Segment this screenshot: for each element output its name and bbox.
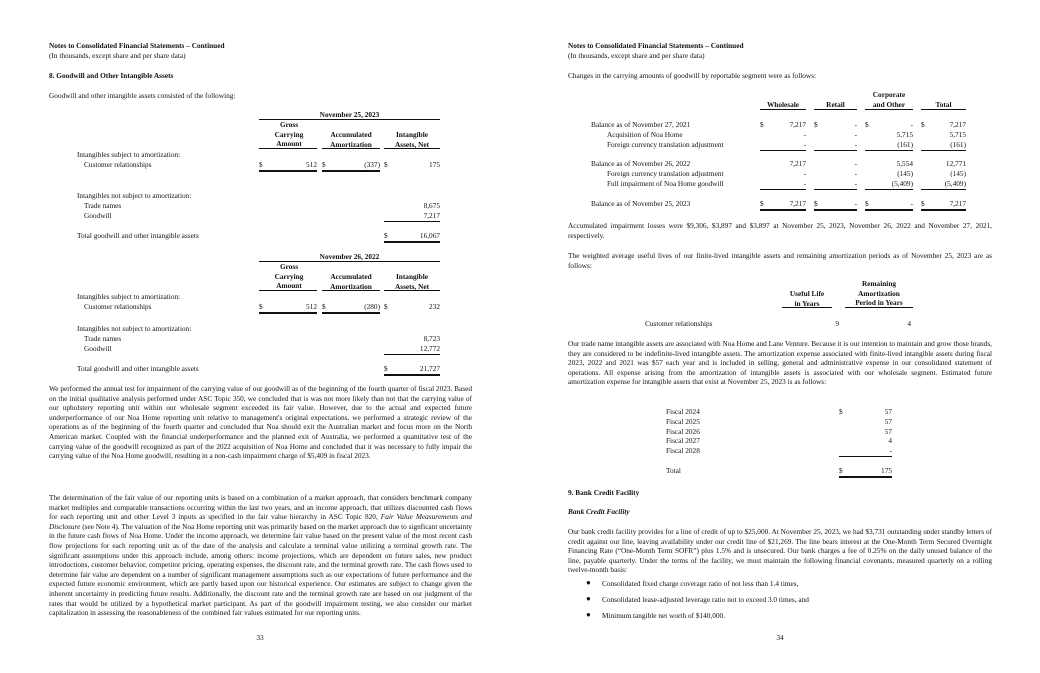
- row-label: Intangibles not subject to amortization:: [77, 324, 192, 333]
- row-label: Trade names: [84, 334, 122, 343]
- cell-value: -: [803, 169, 806, 178]
- table-date: November 25, 2023: [319, 110, 380, 119]
- cell-value: (161): [921, 140, 966, 151]
- section-title: 8. Goodwill and Other Intangible Assets: [49, 71, 174, 80]
- dollar-sign: $: [384, 160, 388, 169]
- cell-value: -: [760, 179, 806, 190]
- total-label: Total: [666, 466, 681, 475]
- row-label: Intangibles not subject to amortization:: [77, 191, 192, 200]
- col-corporate: Corporate and Other: [872, 90, 906, 109]
- left-header-title: Notes to Consolidated Financial Statements – Continued: [49, 41, 225, 50]
- divider: [322, 148, 380, 149]
- col-retail: Retail: [826, 100, 845, 109]
- cell-value: 57: [884, 426, 892, 436]
- col-net-header: Intangible Assets, Net: [394, 130, 430, 149]
- cell-value: 7,217: [921, 199, 966, 211]
- right-header-sub: (In thousands, except share and per share data): [568, 51, 705, 60]
- page-right: [520, 0, 1040, 673]
- page-number: 34: [776, 633, 784, 642]
- cell-value: 7,217: [760, 199, 806, 211]
- cell-value: -: [854, 159, 857, 168]
- cell-value: (280): [322, 302, 380, 314]
- dollar-sign: $: [384, 302, 388, 311]
- dollar-sign: $: [259, 160, 263, 169]
- col-gross-header: Gross Carrying Amount: [274, 262, 304, 291]
- cell-value: (337): [322, 160, 380, 172]
- cell-value: 7,217: [384, 211, 440, 222]
- bullet-icon: ●: [586, 578, 591, 587]
- dollar-sign: $: [322, 302, 326, 311]
- dollar-sign: $: [384, 364, 388, 373]
- cell-value: 4: [888, 436, 892, 446]
- trade-name-paragraph: Our trade name intangible assets are associated with Noa Home and Lane Venture. Because it is our intention to maintain and grow those brands, they are considered to be indefinite-lived intangible assets. The amortization expense associated with finite-lived intangible assets during fiscal 2023, 2022 and 2021 was $57 each year and is included in selling, general and administrative expense in our consolidated statement of operations. All expense arising from the amortization of intangible assets is associated with our wholesale segment. Estimated future amortization expense for intangible assets that exist at November 25, 2023 is as follows:: [568, 339, 992, 387]
- cell-value: -: [865, 199, 913, 211]
- row-label: Trade names: [84, 201, 122, 210]
- total-value: 175: [839, 466, 892, 478]
- page-number: 33: [256, 633, 264, 642]
- divider: [322, 290, 380, 291]
- accumulated-impairment-paragraph: Accumulated impairment losses were $9,306, $3,897 and $3,897 at November 25, 2023, November 26, 2022 and November 27, 2021, respectively.: [568, 221, 992, 240]
- dollar-sign: $: [760, 199, 764, 208]
- right-header-title: Notes to Consolidated Financial Statements – Continued: [568, 41, 744, 50]
- divider: [384, 290, 440, 291]
- row-label: Balance as of November 27, 2021: [591, 120, 691, 129]
- cell-value: -: [839, 446, 892, 457]
- cell-value: 5,554: [896, 159, 913, 168]
- cell-value: -: [814, 140, 857, 151]
- divider: [384, 148, 440, 149]
- cell-value: (5,409): [865, 179, 913, 190]
- col-useful-life: Useful Life in Years: [789, 289, 825, 308]
- dollar-sign: $: [865, 120, 869, 129]
- cell-value: -: [854, 130, 857, 139]
- dollar-sign: $: [921, 120, 925, 129]
- cell-value: -: [803, 130, 806, 139]
- cell-value: 12,771: [945, 159, 966, 168]
- bank-subtitle: Bank Credit Facility: [568, 507, 630, 516]
- dollar-sign: $: [839, 407, 843, 416]
- cell-value: 57: [884, 416, 892, 426]
- impairment-paragraph: We performed the annual test for impairment of the carrying value of our goodwill as of the beginning of the fourth quarter of fiscal 2023. Based on the initial qualitative analysis performed under ASC Topic 350, we concluded that is was not more likely than not that the carrying value of our upholstery reporting unit within our wholesale segment exceeded its fair value. However, due to the actual and expected future underperformance of our Noa Home reporting unit relative to management's original expectations, we performed a strategic review of the operations as of the beginning of the fourth quarter and concluded that Noa should exit the Australian market and focus more on the North American market. Coupled with the financial underperformance and the planned exit of Australia, we performed a quantitative test of the carrying value of the goodwill recognized as part of the 2022 acquisition of Noa Home and concluded that it was necessary to fully impair the carrying value of the Noa Home goodwill, resulting in a non-cash impairment charge of $5,409 in fiscal 2023.: [49, 384, 472, 461]
- cell-value: -: [854, 120, 857, 129]
- fair-value-paragraph: The determination of the fair value of our reporting units is based on a combination of a market approach, that considers benchmark company market multiples and comparable transactions occurring within the last two years, and an income approach, that utilizes discounted cash flows for each reporting unit and other Level 3 inputs as specified in the fair value hierarchy in ASC Topic 820, Fair Value Measurements and Disclosure (see Note 4). The valuation of the Noa Home reporting unit was primarily based on the market approach due to signficant uncertainty in the future cash flows of Noa Home. Under the income approach, we determine fair value based on the present value of the most recent cash flow projections for each reporting unit as of the date of the analysis and calculate a terminal value utilizing a terminal growth rate. The significant assumptions under this approach include, among others: income projections, which are dependent on future sales, new product introductions, customer behavior, competitor pricing, operating expenses, the discount rate, and the terminal growth rate. The cash flows used to determine fair value are dependent on a number of significant management assumptions such as our expectations of future performance and the expected future economic environment, which are partly based upon our historical experience. Our estimates are subject to change given the inherent uncertainty in predicting future results. Additionally, the discount rate and the terminal growth rate are based on our judgment of the rates that would be utilized by a hypothetical market participant. As part of the goodwill impairment testing, we also consider our market capitalization in assessing the reasonableness of the combined fair values estimated for our reporting units.: [49, 493, 473, 618]
- remaining-value: 4: [907, 319, 911, 328]
- divider: [845, 307, 913, 308]
- dollar-sign: $: [839, 466, 843, 475]
- cell-value: -: [760, 140, 806, 151]
- dollar-sign: $: [259, 302, 263, 311]
- divider: [259, 148, 317, 149]
- cell-value: 512: [259, 302, 317, 314]
- bank-section-title: 9. Bank Credit Facility: [568, 488, 640, 497]
- row-label: Customer relationships: [84, 302, 152, 311]
- cell-value: -: [814, 199, 857, 211]
- col-accum-header: Accumulated Amortization: [330, 130, 372, 149]
- covenant-item: Minimum tangible net worth of $140,000.: [602, 611, 726, 620]
- cell-value: 7,217: [789, 159, 806, 168]
- total-label: Total goodwill and other intangible assets: [77, 364, 199, 373]
- row-label: Fiscal 2027: [666, 436, 700, 446]
- total-value: 21,727: [384, 364, 440, 376]
- cell-value: (145): [950, 169, 966, 178]
- col-wholesale: Wholesale: [766, 100, 800, 109]
- cell-value: 57: [884, 407, 892, 416]
- cell-value: 12,772: [384, 344, 440, 355]
- bank-paragraph: Our bank credit facility provides for a line of credit of up to $25,000. At November 25, 2023, we had $3,731 outstanding under standby letters of credit against our line, leaving availability under our credit line of $21,269. The line bears interest at the One-Month Term Secured Overnight Financing Rate (“One-Month Term SOFR”) plus 1.5% and is unsecured. Our bank charges a fee of 0.25% on the daily unused balance of the line, payable quarterly. Under the terms of the facility, we must maintain the following financial covenants, measured quarterly on a rolling twelve-month basis:: [568, 527, 992, 575]
- cell-value: 8,723: [423, 334, 440, 343]
- col-total: Total: [935, 100, 952, 109]
- cell-value: 175: [429, 160, 440, 169]
- cell-value: 232: [429, 302, 440, 311]
- weighted-life-paragraph: The weighted average useful lives of our finite-lived intangible assets and remaining amortization periods as of November 25, 2023 are as follows:: [568, 251, 992, 270]
- cell-value: -: [814, 179, 857, 190]
- dollar-sign: $: [814, 199, 818, 208]
- covenant-item: Consolidated fixed charge coverage ratio of not less than 1.4 times,: [602, 579, 799, 588]
- row-label: Balance as of November 26, 2022: [591, 159, 691, 168]
- col-net-header: Intangible Assets, Net: [394, 272, 430, 291]
- row-label: Fiscal 2024: [666, 407, 700, 416]
- divider: [921, 109, 966, 110]
- bullet-icon: ●: [586, 610, 591, 619]
- left-header-sub: (In thousands, except share and per share data): [49, 51, 186, 60]
- row-label: Customer relationships: [84, 160, 152, 169]
- row-label: Foreign currency translation adjustment: [607, 140, 724, 149]
- divider: [814, 109, 857, 110]
- row-label: Fiscal 2028: [666, 446, 700, 456]
- divider: [865, 109, 913, 110]
- total-value: 16,067: [384, 231, 440, 243]
- divider: [782, 307, 832, 308]
- divider: [760, 109, 806, 110]
- cell-value: -: [910, 120, 913, 129]
- cell-value: 7,217: [789, 120, 806, 129]
- row-label: Full impairment of Noa Home goodwill: [607, 179, 724, 188]
- divider: [259, 290, 317, 291]
- dollar-sign: $: [814, 120, 818, 129]
- cell-value: 8,675: [423, 201, 440, 210]
- cell-value: 7,217: [949, 120, 966, 129]
- row-label: Goodwill: [84, 344, 112, 353]
- row-label: Acquisition of Noa Home: [607, 130, 683, 139]
- col-remaining: Remaining Amortization Period in Years: [855, 279, 903, 308]
- dollar-sign: $: [760, 120, 764, 129]
- cell-value: -: [854, 169, 857, 178]
- intro-text: Goodwill and other intangible assets consisted of the following:: [49, 91, 236, 100]
- row-label: Fiscal 2026: [666, 426, 700, 436]
- col-accum-header: Accumulated Amortization: [330, 272, 372, 291]
- total-label: Total goodwill and other intangible assets: [77, 231, 199, 240]
- row-label: Fiscal 2025: [666, 416, 700, 426]
- row-label: Balance as of November 25, 2023: [591, 199, 691, 208]
- row-label: Intangibles subject to amortization:: [77, 150, 181, 159]
- dollar-sign: $: [921, 199, 925, 208]
- goodwill-intro: Changes in the carrying amounts of goodwill by reportable segment were as follows:: [568, 71, 817, 80]
- cell-value: 5,715: [949, 130, 966, 139]
- useful-life-value: 9: [835, 319, 839, 328]
- cell-value: (161): [865, 140, 913, 151]
- row-label: Foreign currency translation adjustment: [607, 169, 724, 178]
- row-label: Intangibles subject to amortization:: [77, 292, 181, 301]
- cell-value: (145): [897, 169, 913, 178]
- table-date: November 26, 2022: [319, 252, 380, 261]
- col-gross-header: Gross Carrying Amount: [274, 120, 304, 149]
- bullet-icon: ●: [586, 594, 591, 603]
- row-label: Goodwill: [84, 211, 112, 220]
- dollar-sign: $: [322, 160, 326, 169]
- dollar-sign: $: [384, 231, 388, 240]
- cell-value: (5,409): [921, 179, 966, 190]
- row-label: Customer relationships: [645, 319, 713, 328]
- cell-value: 5,715: [896, 130, 913, 139]
- cell-value: 512: [259, 160, 317, 172]
- covenant-item: Consolidated lease-adjusted leverage ratio not to exceed 3.0 times, and: [602, 595, 809, 604]
- dollar-sign: $: [865, 199, 869, 208]
